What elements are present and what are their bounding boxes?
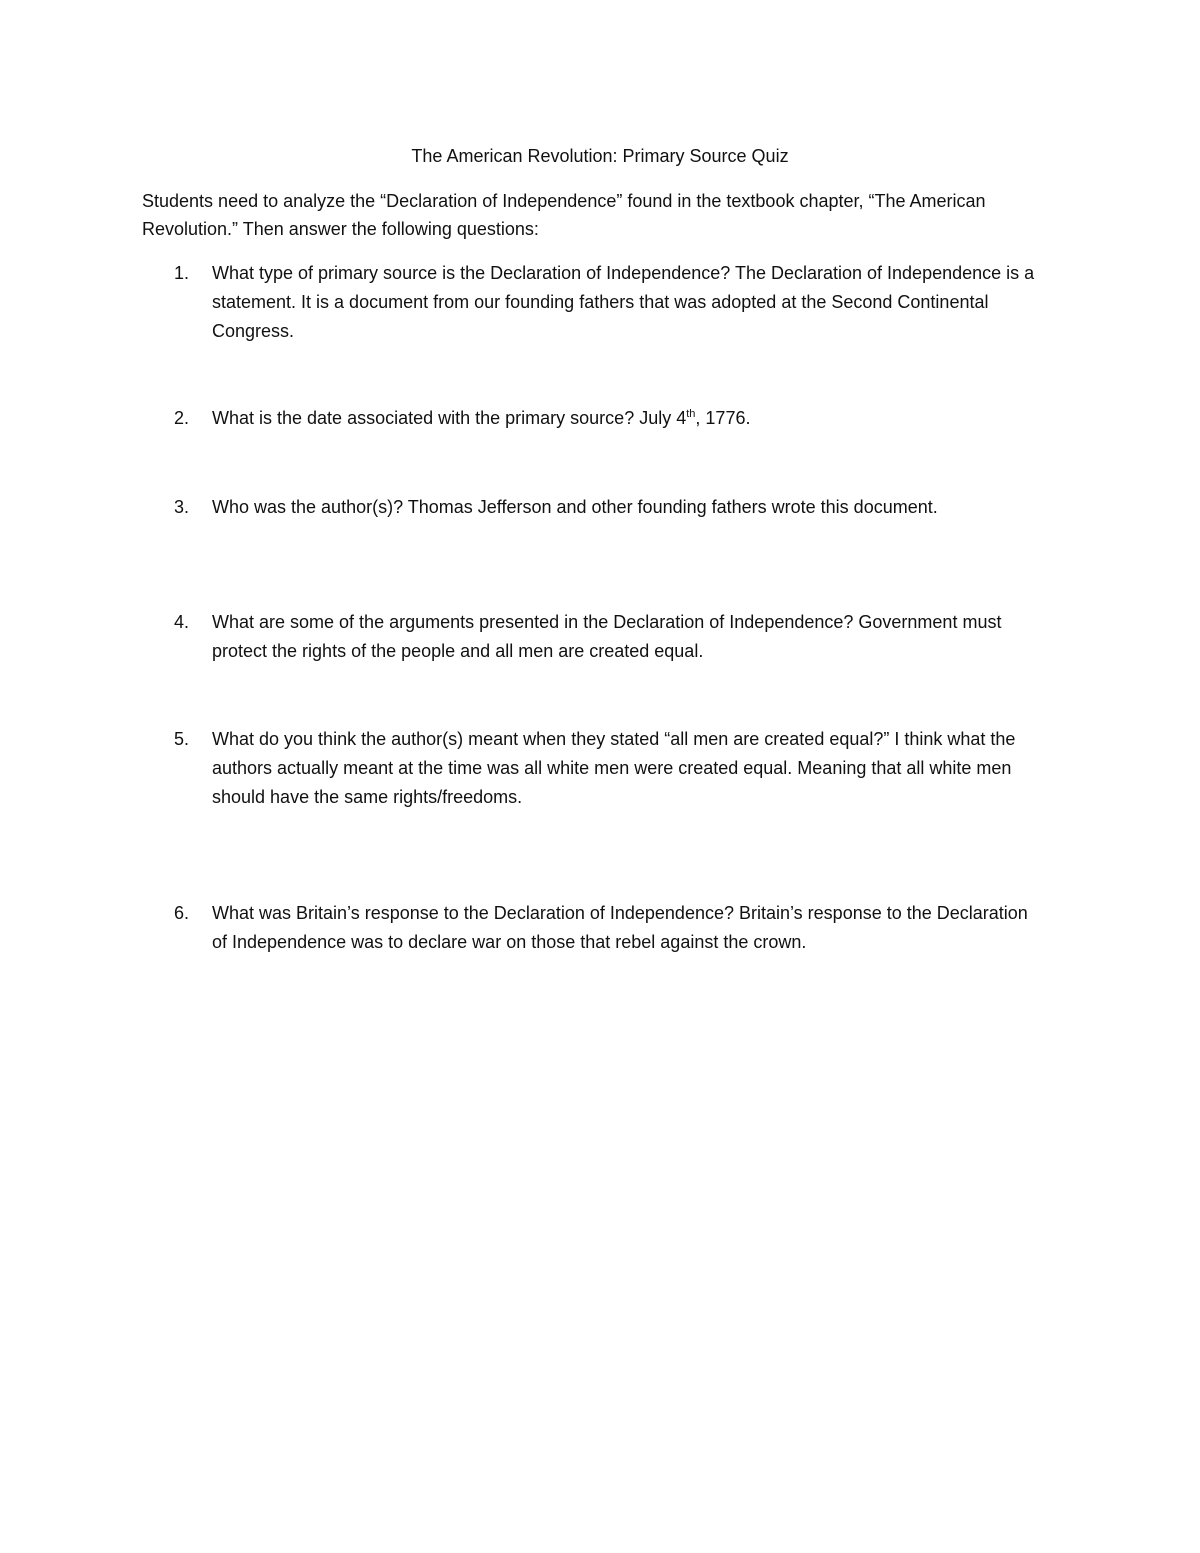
question-item bbox=[142, 404, 1042, 433]
question-text-end: , 1776. bbox=[695, 408, 751, 428]
intro-paragraph: Students need to analyze the “Declaration of Independence” found in the textbook chapter, “The American Revolution.” Then answer the following questions: bbox=[142, 191, 986, 239]
question-item bbox=[142, 725, 1042, 812]
question-item bbox=[142, 608, 1042, 666]
question-item bbox=[142, 899, 1042, 957]
question-number: 3. bbox=[174, 497, 190, 517]
question-number: 2. bbox=[174, 408, 190, 428]
question-text-main: What is the date associated with the primary source? July 4 bbox=[212, 408, 687, 428]
question-number: 4. bbox=[174, 612, 190, 632]
question-number: 6. bbox=[174, 903, 190, 923]
question-text: What do you think the author(s) meant when they stated “all men are created equal?” I think what the authors actually meant at the time was all white men were created equal. Meaning that all white men should have the same rights/freedoms. bbox=[212, 729, 1016, 807]
question-item bbox=[142, 259, 1042, 346]
question-text: What was Britain’s response to the Declaration of Independence? Britain’s response to the Declaration of Independence was to declare war on those that rebel against the crown. bbox=[212, 903, 1028, 952]
question-number: 1. bbox=[174, 263, 190, 283]
question-text bbox=[212, 404, 1042, 433]
question-text: What type of primary source is the Declaration of Independence? The Declaration of Independence is a statement. It is a document from our founding fathers that was adopted at the Second Continental Congress. bbox=[212, 263, 1035, 341]
question-item bbox=[142, 493, 1042, 522]
question-text: What are some of the arguments presented in the Declaration of Independence? Government must protect the rights of the people and all men are created equal. bbox=[212, 612, 1002, 661]
question-text: Who was the author(s)? Thomas Jefferson and other founding fathers wrote this document. bbox=[212, 497, 938, 517]
ordinal-suffix: th bbox=[686, 408, 696, 420]
document-title: The American Revolution: Primary Source Quiz bbox=[411, 146, 789, 166]
question-number: 5. bbox=[174, 729, 190, 749]
